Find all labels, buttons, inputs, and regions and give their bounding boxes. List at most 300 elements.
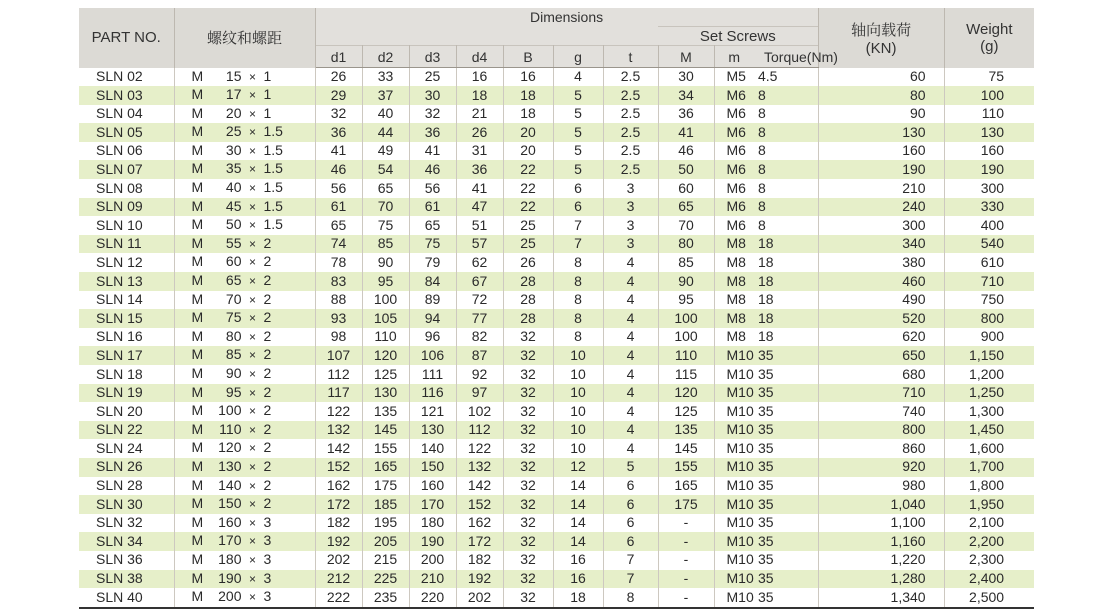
cell-part-no: SLN 19	[79, 384, 174, 403]
cell-torque: 35	[754, 439, 818, 458]
thread-diameter: 17	[225, 86, 242, 103]
cell-axial-load: 860	[818, 439, 944, 458]
thread-times: ×	[248, 571, 256, 586]
cell-d4: 36	[456, 160, 503, 179]
thread-pitch: 1.5	[263, 197, 283, 214]
cell-part-no: SLN 13	[79, 272, 174, 291]
table-row	[79, 570, 1034, 589]
table-row	[79, 68, 1034, 87]
cell-d1: 65	[315, 216, 362, 235]
cell-g: 8	[553, 328, 603, 347]
cell-m-size: 145	[658, 439, 714, 458]
cell-d3: 30	[409, 86, 456, 105]
cell-axial-load: 490	[818, 291, 944, 310]
cell-d2: 215	[362, 551, 409, 570]
cell-weight: 1,250	[944, 384, 1034, 403]
cell-b: 32	[503, 458, 553, 477]
cell-torque: 35	[754, 570, 818, 589]
table-row	[79, 272, 1034, 291]
cell-screw: M10	[726, 477, 754, 494]
cell-weight: 300	[980, 179, 1005, 196]
cell-g: 16	[553, 570, 603, 589]
cell-torque: 8	[754, 105, 818, 124]
thread-times: ×	[248, 552, 256, 567]
cell-d1: 93	[315, 309, 362, 328]
cell-b: 32	[503, 570, 553, 589]
cell-thread	[174, 160, 315, 179]
cell-d4: 87	[456, 346, 503, 365]
thread-diameter: 95	[225, 383, 242, 400]
thread-times: ×	[248, 69, 256, 84]
thread-diameter: 170	[218, 532, 242, 549]
cell-d2: 135	[362, 402, 409, 421]
thread-times: ×	[248, 497, 256, 512]
cell-b: 32	[503, 477, 553, 496]
col-header-m-screw: m	[714, 46, 754, 68]
thread-times: ×	[248, 236, 256, 251]
thread-prefix: M	[191, 476, 204, 493]
cell-d1: 152	[315, 458, 362, 477]
cell-m-size: 115	[658, 365, 714, 384]
cell-g: 5	[553, 105, 603, 124]
table-row	[79, 253, 1034, 272]
cell-d4: 31	[456, 142, 503, 161]
cell-axial-load: 980	[818, 477, 944, 496]
cell-screw: M6	[714, 198, 754, 217]
thread-times: ×	[248, 385, 256, 400]
cell-thread	[174, 291, 315, 310]
cell-g: 14	[553, 495, 603, 514]
cell-t: 4	[603, 384, 658, 403]
cell-weight: 1,950	[944, 495, 1034, 514]
table-body	[79, 68, 1034, 608]
thread-prefix: M	[191, 383, 204, 400]
col-header-m-size: M	[658, 46, 714, 68]
thread-pitch: 1.5	[263, 216, 283, 233]
thread-diameter: 85	[225, 346, 242, 363]
cell-t: 6	[603, 477, 658, 496]
cell-part-no: SLN 30	[79, 495, 174, 514]
cell-d1: 182	[315, 514, 362, 533]
cell-t: 4	[603, 328, 658, 347]
cell-d3: 65	[409, 216, 456, 235]
cell-g: 8	[553, 272, 603, 291]
thread-prefix: M	[191, 67, 204, 84]
cell-part-no: SLN 40	[79, 588, 174, 608]
table-row	[79, 551, 1034, 570]
cell-d3: 79	[409, 253, 456, 272]
cell-b: 32	[503, 551, 553, 570]
cell-screw: M10	[726, 402, 754, 419]
thread-diameter: 130	[218, 457, 242, 474]
table-row	[79, 309, 1034, 328]
thread-pitch: 2	[263, 346, 272, 363]
cell-d3: 210	[409, 570, 456, 589]
cell-t: 4	[603, 346, 658, 365]
cell-torque: 18	[754, 253, 818, 272]
cell-d1: 26	[315, 68, 362, 87]
thread-times: ×	[248, 367, 256, 381]
table-row	[79, 365, 1034, 384]
thread-prefix: M	[191, 253, 204, 270]
cell-d4: 152	[456, 495, 503, 514]
table-row	[79, 86, 1034, 105]
thread-times: ×	[248, 534, 256, 549]
cell-g: 10	[553, 402, 603, 421]
thread-prefix: M	[191, 160, 204, 177]
cell-d1: 56	[315, 179, 362, 198]
cell-weight: 750	[980, 291, 1005, 308]
cell-axial-load: 460	[818, 272, 944, 291]
cell-d2: 100	[362, 291, 409, 310]
thread-prefix: M	[191, 290, 204, 307]
cell-screw: M6	[714, 86, 754, 105]
cell-m-size: 65	[658, 198, 714, 217]
thread-diameter: 35	[225, 160, 242, 177]
cell-torque: 35	[754, 514, 818, 533]
cell-t: 6	[603, 514, 658, 533]
cell-t: 3	[603, 179, 658, 198]
cell-d4: 57	[456, 235, 503, 254]
cell-part-no: SLN 24	[79, 439, 174, 458]
thread-times: ×	[248, 404, 256, 419]
cell-axial-load: 60	[818, 68, 944, 87]
cell-d2: 75	[362, 216, 409, 235]
cell-d4: 142	[456, 477, 503, 496]
cell-t: 4	[603, 421, 658, 440]
cell-d4: 172	[456, 532, 503, 551]
header-dimensions-spacer	[315, 27, 658, 46]
cell-thread	[174, 402, 315, 421]
cell-torque: 35	[754, 532, 818, 551]
cell-torque: 35	[754, 477, 818, 496]
cell-screw: M6	[726, 105, 746, 122]
cell-d4: 21	[456, 105, 503, 124]
thread-prefix: M	[191, 86, 204, 103]
cell-axial-load: 1,100	[818, 514, 944, 533]
cell-b: 32	[503, 328, 553, 347]
cell-screw: M10	[726, 551, 754, 568]
cell-screw: M8	[714, 235, 754, 254]
cell-t: 7	[603, 551, 658, 570]
thread-diameter: 55	[225, 234, 242, 251]
thread-diameter: 180	[218, 550, 242, 567]
table-row	[79, 477, 1034, 496]
cell-d4: 92	[456, 365, 503, 384]
thread-diameter: 110	[219, 420, 242, 437]
cell-part-no: SLN 17	[79, 346, 174, 365]
cell-weight: 2,300	[969, 551, 1005, 568]
cell-weight: 1,300	[969, 402, 1005, 419]
cell-d3: 200	[409, 551, 456, 570]
cell-thread	[174, 328, 315, 347]
header-axial-load-label: 轴向载荷	[851, 21, 912, 39]
cell-d2: 195	[362, 514, 409, 533]
cell-m-size: 46	[658, 142, 714, 161]
cell-m-size: 120	[658, 384, 714, 403]
header-thread: 螺纹和螺距	[174, 8, 315, 68]
table-row	[79, 532, 1034, 551]
thread-pitch: 3	[263, 588, 272, 605]
cell-part-no: SLN 08	[79, 179, 174, 198]
table-row	[79, 179, 1034, 198]
cell-t: 6	[603, 532, 658, 551]
cell-m-size: 80	[658, 235, 714, 254]
cell-d2: 105	[362, 309, 409, 328]
cell-torque: 35	[754, 458, 818, 477]
cell-d3: 220	[409, 588, 456, 608]
cell-m-size: 34	[658, 86, 714, 105]
thread-times: ×	[248, 292, 256, 307]
cell-d4: 26	[456, 123, 503, 142]
thread-diameter: 200	[218, 588, 242, 605]
cell-d4: 102	[456, 402, 503, 421]
cell-d4: 182	[456, 551, 503, 570]
cell-axial-load: 300	[818, 216, 944, 235]
cell-d4: 132	[456, 458, 503, 477]
cell-screw: M6	[726, 142, 746, 159]
thread-prefix: M	[191, 123, 204, 140]
thread-diameter: 120	[218, 439, 242, 456]
cell-d3: 190	[409, 532, 456, 551]
cell-torque: 35	[754, 346, 818, 365]
cell-g: 7	[553, 216, 603, 235]
thread-times: ×	[248, 441, 256, 456]
thread-times: ×	[248, 88, 256, 103]
cell-thread	[174, 68, 315, 87]
cell-d2: 70	[362, 198, 409, 217]
cell-d1: 222	[315, 588, 362, 608]
cell-b: 16	[503, 68, 553, 87]
table-row	[79, 142, 1034, 161]
thread-diameter: 60	[225, 253, 242, 270]
cell-d4: 16	[456, 68, 503, 87]
cell-axial-load: 240	[818, 198, 944, 217]
cell-thread	[174, 123, 315, 142]
cell-b: 32	[503, 365, 553, 384]
cell-thread	[174, 253, 315, 272]
cell-torque: 35	[754, 365, 818, 384]
cell-screw: M8	[726, 291, 746, 308]
cell-t: 4	[603, 309, 658, 328]
thread-pitch: 3	[263, 550, 272, 567]
cell-g: 8	[553, 253, 603, 272]
cell-thread	[174, 551, 315, 570]
cell-m-size: 85	[658, 253, 714, 272]
cell-screw: M10	[714, 421, 754, 440]
thread-times: ×	[248, 590, 256, 605]
cell-screw: M8	[726, 328, 746, 345]
cell-weight: 800	[944, 309, 1034, 328]
cell-d1: 83	[315, 272, 362, 291]
thread-diameter: 30	[225, 141, 242, 158]
cell-screw: M10	[726, 365, 754, 382]
cell-d2: 235	[362, 588, 409, 608]
cell-b: 32	[503, 402, 553, 421]
thread-prefix: M	[191, 327, 204, 344]
thread-times: ×	[248, 199, 256, 214]
cell-weight: 2,200	[944, 532, 1034, 551]
cell-weight: 1,700	[944, 458, 1034, 477]
thread-diameter: 20	[225, 104, 242, 121]
thread-pitch: 1	[263, 67, 272, 84]
cell-d4: 202	[456, 588, 503, 608]
cell-torque: 35	[754, 421, 818, 440]
cell-d4: 122	[456, 439, 503, 458]
col-header-t: t	[603, 46, 658, 68]
cell-m-size: 70	[658, 216, 714, 235]
cell-d3: 75	[409, 235, 456, 254]
cell-m-size: 125	[658, 402, 714, 421]
thread-times: ×	[248, 311, 256, 326]
cell-b: 28	[503, 272, 553, 291]
col-header-torque: Torque(Nm)	[754, 46, 818, 68]
cell-m-size: 41	[658, 123, 714, 142]
cell-thread	[174, 179, 315, 198]
cell-axial-load: 1,220	[818, 551, 944, 570]
cell-b: 26	[503, 253, 553, 272]
cell-m-size: -	[658, 570, 714, 589]
cell-d1: 88	[315, 291, 362, 310]
cell-weight: 100	[944, 86, 1034, 105]
cell-b: 32	[503, 439, 553, 458]
cell-weight: 1,600	[969, 439, 1005, 456]
cell-d3: 150	[409, 458, 456, 477]
cell-d2: 95	[362, 272, 409, 291]
cell-g: 10	[553, 384, 603, 403]
cell-d2: 54	[362, 160, 409, 179]
thread-times: ×	[248, 255, 256, 270]
cell-t: 4	[603, 365, 658, 384]
cell-weight: 1,200	[969, 365, 1005, 382]
thread-diameter: 160	[218, 513, 242, 530]
thread-diameter: 70	[225, 290, 242, 307]
cell-d4: 51	[456, 216, 503, 235]
cell-screw: M8	[714, 309, 754, 328]
cell-d2: 37	[362, 86, 409, 105]
cell-d4: 18	[456, 86, 503, 105]
cell-b: 32	[503, 532, 553, 551]
cell-g: 10	[553, 439, 603, 458]
cell-axial-load: 90	[818, 105, 944, 124]
cell-t: 8	[603, 588, 658, 608]
cell-torque: 18	[754, 309, 818, 328]
cell-d1: 212	[315, 570, 362, 589]
thread-times: ×	[248, 106, 256, 121]
cell-d3: 46	[409, 160, 456, 179]
cell-thread	[174, 495, 315, 514]
cell-g: 8	[553, 291, 603, 310]
cell-weight: 1,800	[969, 477, 1005, 494]
cell-d2: 130	[362, 384, 409, 403]
thread-pitch: 2	[263, 495, 272, 512]
thread-pitch: 1	[263, 86, 272, 103]
cell-m-size: 50	[658, 160, 714, 179]
cell-t: 2.5	[603, 86, 658, 105]
cell-d3: 111	[409, 365, 456, 384]
cell-d3: 89	[409, 291, 456, 310]
cell-axial-load: 210	[818, 179, 944, 198]
header-weight-label: Weight	[966, 20, 1013, 38]
cell-d3: 130	[409, 421, 456, 440]
cell-torque: 18	[754, 235, 818, 254]
table-row	[79, 421, 1034, 440]
thread-prefix: M	[191, 234, 204, 251]
cell-part-no: SLN 12	[79, 253, 174, 272]
thread-pitch: 2	[263, 253, 272, 270]
cell-d1: 112	[315, 365, 362, 384]
cell-axial-load: 1,280	[818, 570, 944, 589]
thread-pitch: 2	[263, 457, 272, 474]
cell-d4: 72	[456, 291, 503, 310]
cell-g: 5	[553, 142, 603, 161]
cell-d2: 85	[362, 235, 409, 254]
cell-d2: 110	[362, 328, 409, 347]
thread-times: ×	[248, 515, 256, 530]
thread-pitch: 2	[263, 402, 272, 419]
cell-d2: 225	[362, 570, 409, 589]
cell-d2: 175	[362, 477, 409, 496]
cell-b: 32	[503, 495, 553, 514]
cell-d3: 96	[409, 328, 456, 347]
cell-m-size: 95	[658, 291, 714, 310]
cell-thread	[174, 514, 315, 533]
cell-weight: 190	[944, 160, 1034, 179]
thread-prefix: M	[191, 346, 204, 363]
cell-torque: 8	[754, 198, 818, 217]
cell-d3: 170	[409, 495, 456, 514]
thread-prefix: M	[191, 588, 204, 605]
thread-times: ×	[248, 162, 256, 177]
header-axial-load-unit: (KN)	[865, 39, 897, 57]
cell-m-size: 175	[658, 495, 714, 514]
cell-torque: 18	[754, 272, 818, 291]
cell-d4: 82	[456, 328, 503, 347]
cell-screw: M5	[726, 68, 746, 85]
cell-d3: 84	[409, 272, 456, 291]
cell-d2: 155	[362, 439, 409, 458]
cell-weight: 75	[988, 68, 1005, 84]
thread-pitch: 2	[263, 290, 272, 307]
cell-d3: 121	[409, 402, 456, 421]
cell-screw: M10	[714, 570, 754, 589]
table-row	[79, 384, 1034, 403]
thread-prefix: M	[191, 309, 204, 326]
header-part-no: PART NO.	[79, 8, 174, 68]
cell-d2: 120	[362, 346, 409, 365]
cell-d2: 40	[362, 105, 409, 124]
thread-diameter: 50	[225, 216, 242, 233]
cell-part-no: SLN 22	[79, 421, 174, 440]
cell-part-no: SLN 36	[79, 551, 174, 570]
table-row	[79, 588, 1034, 608]
cell-d4: 47	[456, 198, 503, 217]
table-row	[79, 458, 1034, 477]
cell-thread	[174, 365, 315, 384]
cell-g: 10	[553, 365, 603, 384]
cell-part-no: SLN 03	[79, 86, 174, 105]
header-dimensions: Dimensions	[315, 8, 818, 27]
cell-m-size: 100	[658, 328, 714, 347]
cell-part-no: SLN 04	[79, 105, 174, 124]
thread-prefix: M	[191, 402, 204, 419]
thread-pitch: 1.5	[263, 179, 283, 196]
cell-b: 22	[503, 198, 553, 217]
cell-g: 7	[553, 235, 603, 254]
cell-g: 10	[553, 346, 603, 365]
thread-times: ×	[248, 422, 256, 437]
cell-d4: 41	[456, 179, 503, 198]
